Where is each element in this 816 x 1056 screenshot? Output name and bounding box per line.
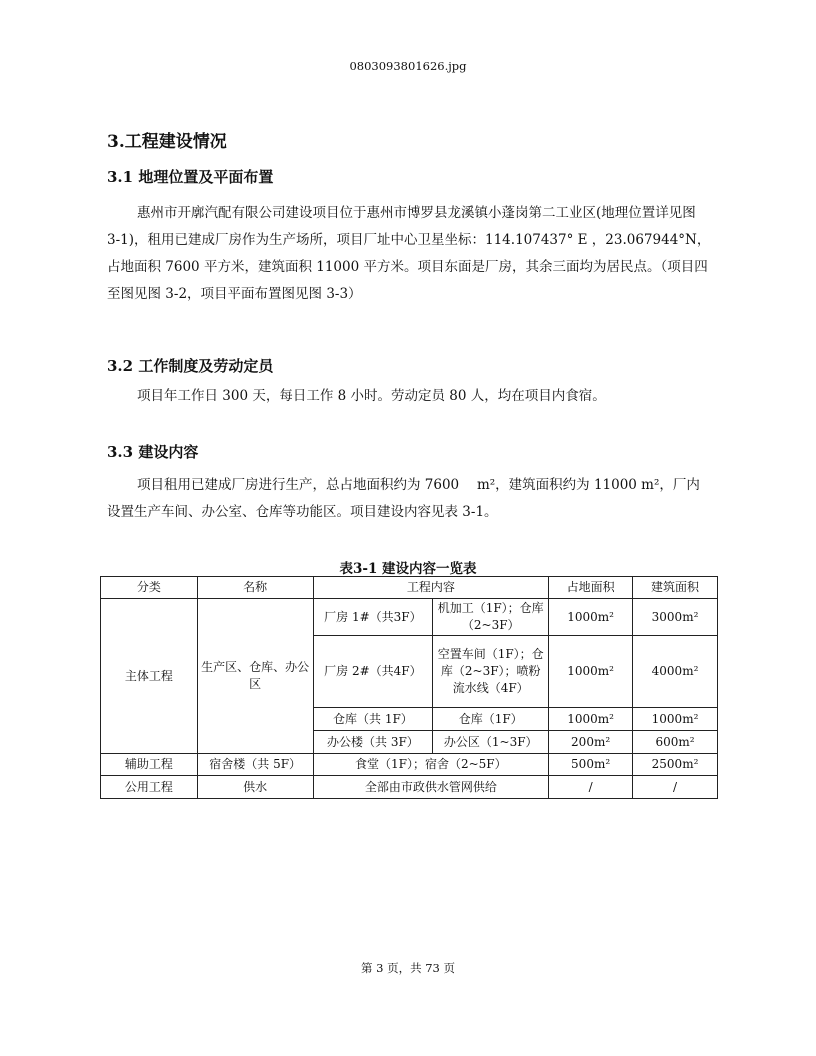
header-land-area: 占地面积 xyxy=(549,577,633,599)
aux-content-cell: 食堂（1F）；宿舍（2~5F） xyxy=(313,754,549,776)
public-name-cell: 供水 xyxy=(197,776,313,799)
build-area-cell: 2500m² xyxy=(633,754,718,776)
building-cell: 仓库（共 1F） xyxy=(313,708,433,731)
table-row xyxy=(101,776,718,799)
build-area-cell: / xyxy=(633,776,718,799)
main-name-cell: 生产区、仓库、办公区 xyxy=(197,599,313,754)
section-3-2-paragraph: 项目年工作日 300 天，每日工作 8 小时。劳动定员 80 人，均在项目内食宿。 xyxy=(137,388,606,404)
header-build-area: 建筑面积 xyxy=(633,577,718,599)
section-3-3-title: 3.3 建设内容 xyxy=(107,443,199,461)
header-content: 工程内容 xyxy=(313,577,549,599)
build-area-cell: 4000m² xyxy=(633,636,718,708)
land-area-cell: / xyxy=(549,776,633,799)
aux-category-cell: 辅助工程 xyxy=(101,754,198,776)
table-caption: 表3-1 建设内容一览表 xyxy=(339,561,477,577)
building-cell: 办公楼（共 3F） xyxy=(313,731,433,754)
build-area-cell: 3000m² xyxy=(633,599,718,636)
section-3-2-title: 3.2 工作制度及劳动定员 xyxy=(107,357,274,375)
land-area-cell: 1000m² xyxy=(549,599,633,636)
detail-cell: 空置车间（1F）；仓库（2~3F）；喷粉流水线（4F） xyxy=(433,636,549,708)
build-area-cell: 600m² xyxy=(633,731,718,754)
section-3-1-title: 3.1 地理位置及平面布置 xyxy=(107,168,274,186)
page-footer: 第 3 页，共 73 页 xyxy=(360,961,456,975)
main-category-cell: 主体工程 xyxy=(101,599,198,754)
header-category: 分类 xyxy=(101,577,198,599)
land-area-cell: 1000m² xyxy=(549,636,633,708)
public-content-cell: 全部由市政供水管网供给 xyxy=(313,776,549,799)
filename-header: 0803093801626.jpg xyxy=(349,59,467,73)
land-area-cell: 500m² xyxy=(549,754,633,776)
detail-cell: 办公区（1~3F） xyxy=(433,731,549,754)
section-3-3-paragraph: 项目租用已建成厂房进行生产，总占地面积约为 7600 m²，建筑面积约为 11000 m²，厂内设置生产车间、办公室、仓库等功能区。项目建设内容见表 3-1。 xyxy=(107,477,700,520)
section-title-construction: 3.工程建设情况 xyxy=(107,132,227,152)
table-row xyxy=(101,599,718,636)
header-name: 名称 xyxy=(197,577,313,599)
building-cell: 厂房 2#（共4F） xyxy=(313,636,433,708)
section-3-1-paragraph: 惠州市开廓汽配有限公司建设项目位于惠州市博罗县龙溪镇小蓬岗第二工业区(地理位置详见图 3-1)，租用已建成厂房作为生产场所，项目厂址中心卫星坐标：114.107437° E ，23.067944°N，占地面积 7600 平方米，建筑面积 11000 平方米。项目东面是厂房，其余三面均为居民点。（项目四至图见图 3-2，项目平面布置图见图 3-3） xyxy=(107,205,711,302)
land-area-cell: 200m² xyxy=(549,731,633,754)
table-row xyxy=(101,754,718,776)
build-area-cell: 1000m² xyxy=(633,708,718,731)
aux-name-cell: 宿舍楼（共 5F） xyxy=(197,754,313,776)
detail-cell: 仓库（1F） xyxy=(433,708,549,731)
construction-content-table xyxy=(100,576,718,799)
land-area-cell: 1000m² xyxy=(549,708,633,731)
building-cell: 厂房 1#（共3F） xyxy=(313,599,433,636)
detail-cell: 机加工（1F）；仓库（2~3F） xyxy=(433,599,549,636)
public-category-cell: 公用工程 xyxy=(101,776,198,799)
table-header-row xyxy=(101,577,718,599)
